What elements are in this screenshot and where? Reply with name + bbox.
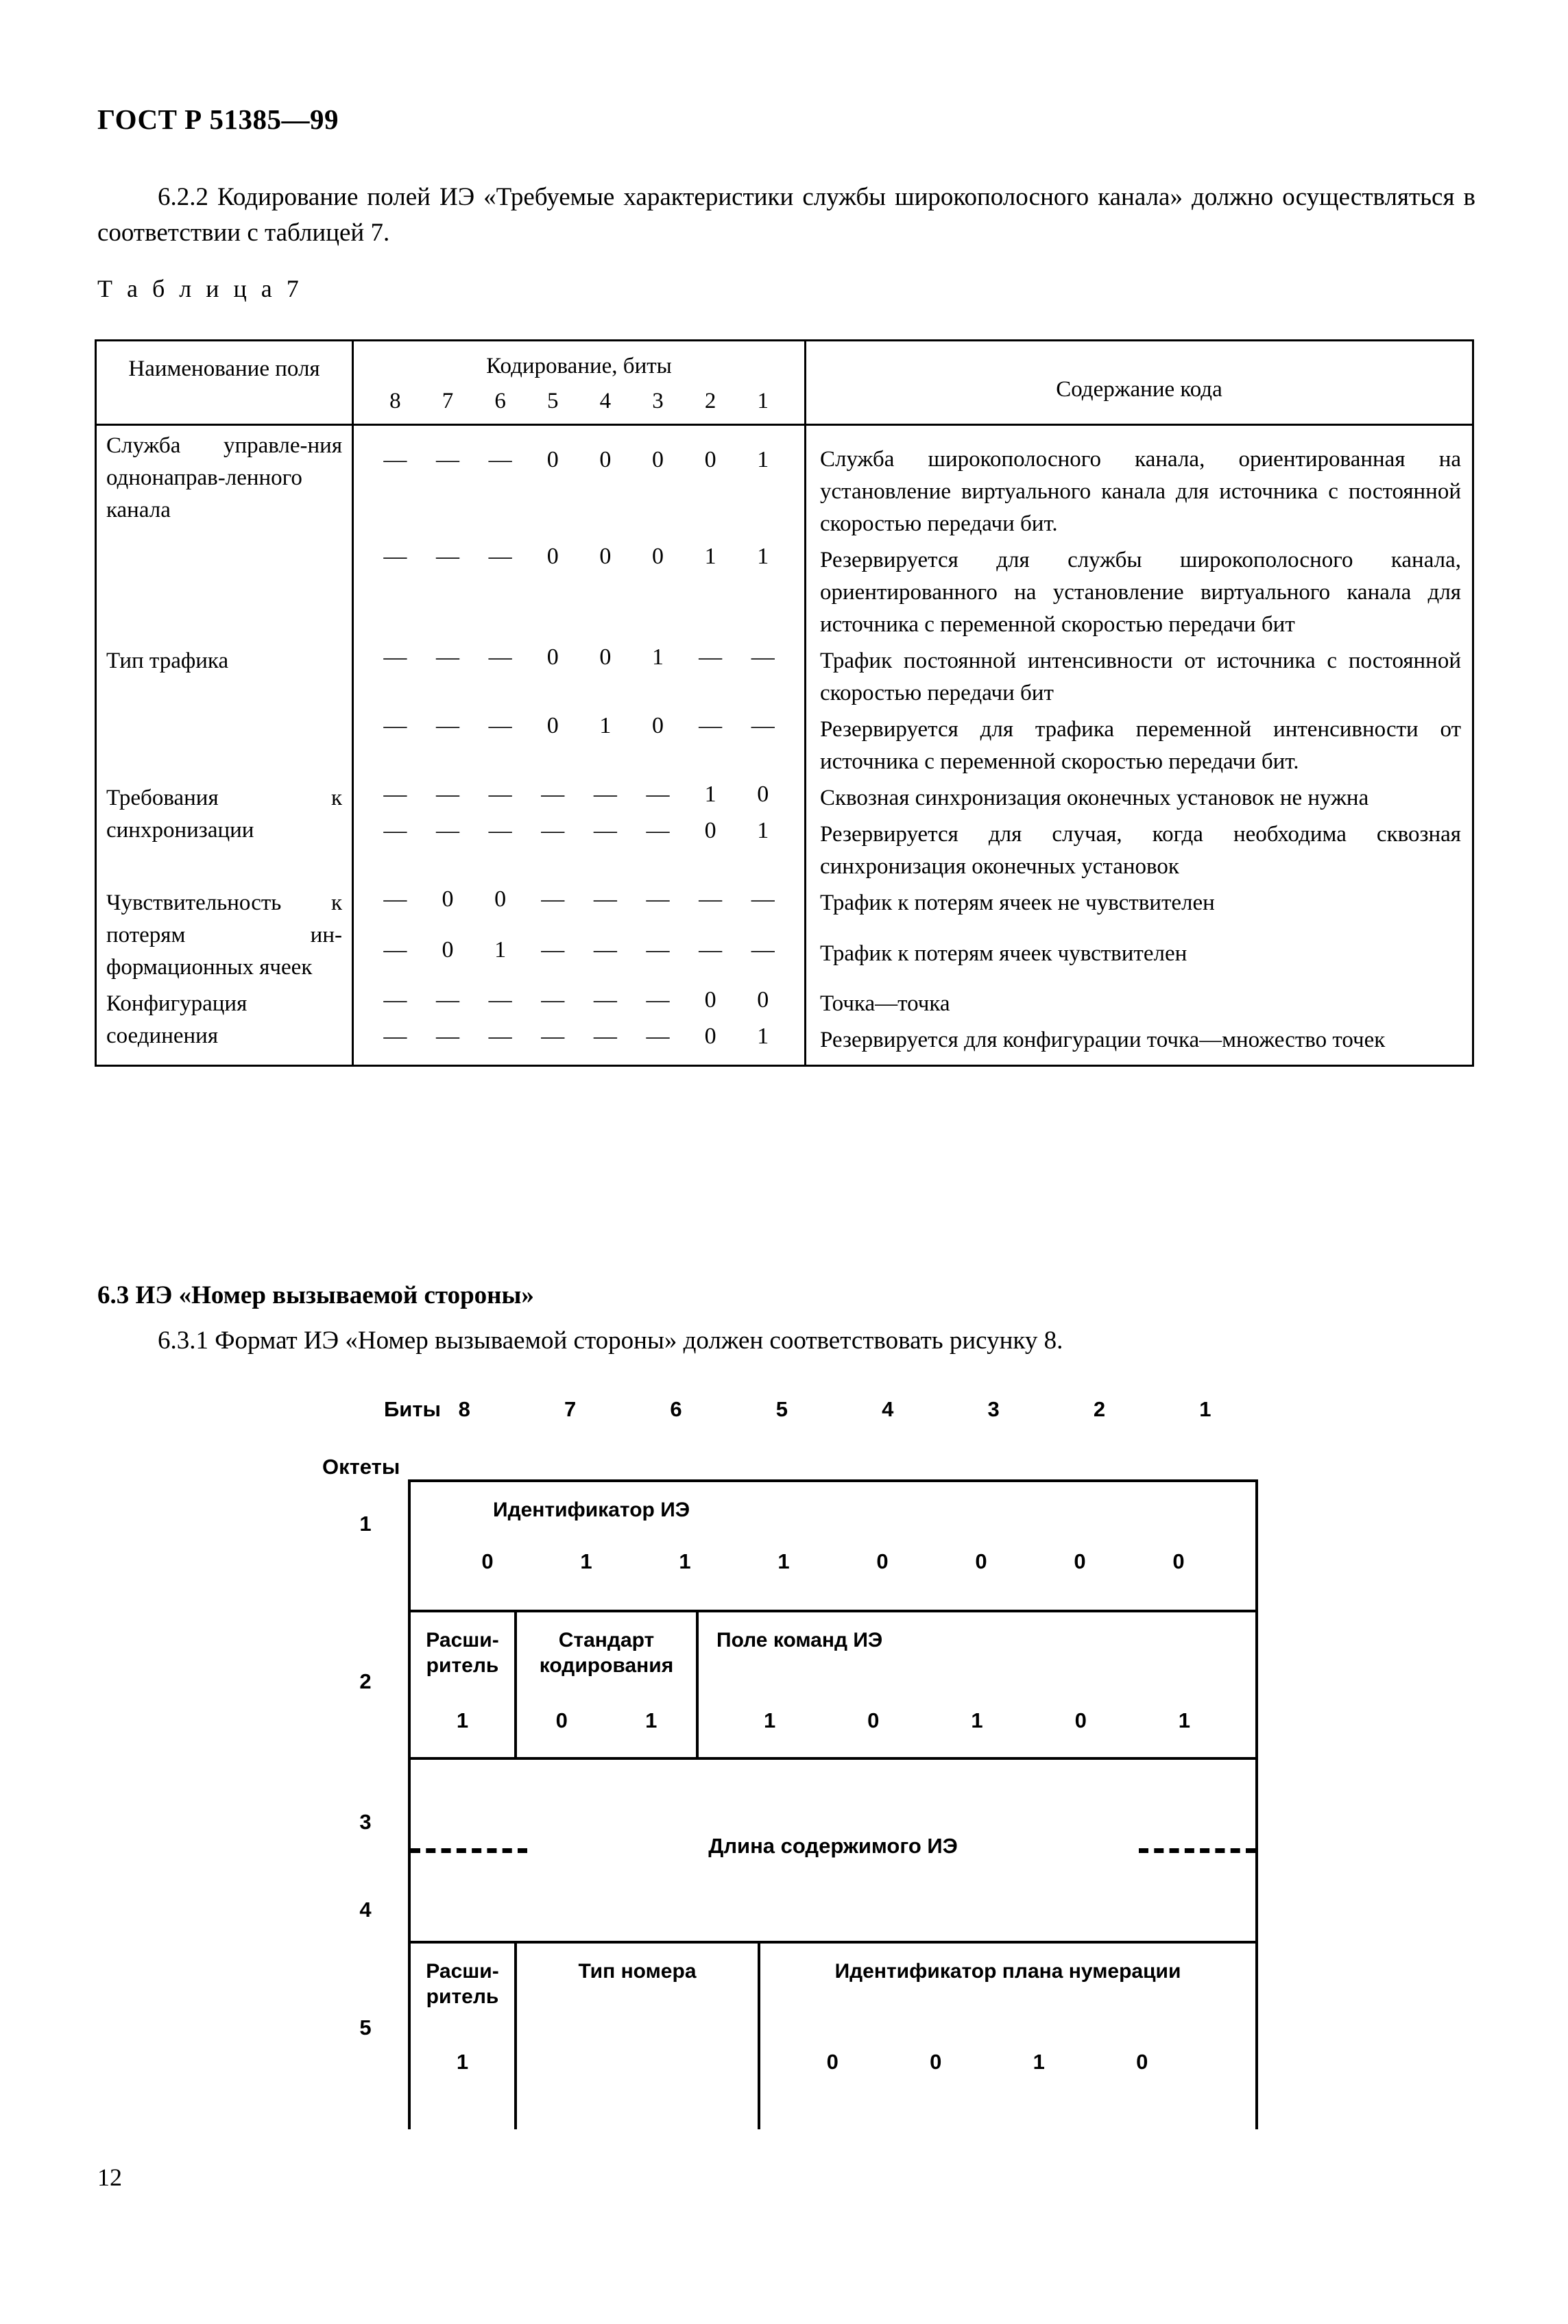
bit-number-8: 8 — [389, 389, 401, 413]
section-heading-6-3 — [97, 1281, 534, 1310]
table-row — [96, 778, 1473, 814]
figure-bit-2: 2 — [1093, 1397, 1106, 1421]
octet-number-5: 5 — [359, 2016, 372, 2039]
figure-octets-label: Октеты — [322, 1455, 400, 1479]
octet5-field-number-type: Тип номера — [517, 1944, 760, 2129]
field-name-cell: Требования к синхронизации — [96, 778, 353, 883]
bits-cell: — — — 0 1 0 — — — [353, 710, 806, 778]
code-description: Резервируется для конфигурации точка—множество точек — [820, 1028, 1386, 1052]
code-description: Точка—точка — [820, 991, 950, 1016]
bits-cell: — 0 1 — — — — — — [353, 934, 806, 984]
description-cell — [806, 1020, 1473, 1066]
figure-bit-8: 8 — [458, 1397, 470, 1421]
octet2-field-ie-command-field: Поле команд ИЭ 1 0 1 0 1 — [716, 1629, 1191, 1732]
figure-bit-4: 4 — [882, 1397, 894, 1421]
bits-cell: — — — 0 0 1 — — — [353, 641, 806, 710]
octet-number-1: 1 — [359, 1512, 372, 1536]
description-cell — [806, 778, 1473, 814]
bits-cell: — — — 0 0 0 1 1 — [353, 540, 806, 641]
code-description: Резервируется для случая, когда необходима сквозная синхронизация оконечных установок — [820, 822, 1461, 879]
table-row — [96, 984, 1473, 1020]
octet1-field-ie-identifier: Идентификатор ИЭ 0 1 1 1 0 0 0 0 — [481, 1499, 1185, 1573]
page-number: 12 — [97, 2164, 122, 2191]
table-7-caption: Т а б л и ц а 7 — [97, 275, 303, 302]
code-description: Трафик к потерям ячеек чувствителен — [820, 941, 1187, 966]
bits-cell: — — — — — — 0 0 — [353, 984, 806, 1020]
description-cell — [806, 425, 1473, 541]
table-7-coding-of-broadband-channel-fields — [95, 339, 1474, 1067]
bit-number-7: 7 — [442, 389, 454, 413]
header-cell-code-content: Содержание кода — [1056, 377, 1222, 402]
figure-bit-7: 7 — [564, 1397, 577, 1421]
bit-number-5: 5 — [546, 389, 559, 413]
field-name-cell: Конфигурация соединения — [96, 984, 353, 1066]
figure-bit-number-row — [411, 1397, 1258, 1422]
document-header-standard-number: ГОСТ Р 51385—99 — [97, 104, 339, 135]
bit-number-3: 3 — [652, 389, 664, 413]
bits-cell: — — — — — — 0 1 — [353, 814, 806, 883]
header-cell-field-name: Наименование поля — [96, 341, 353, 425]
section-title: ИЭ «Номер вызываемой стороны» — [135, 1281, 534, 1309]
octet-number-3: 3 — [359, 1810, 372, 1834]
octet2-field-coding-standard: Стандарт кодирования 0 1 — [517, 1612, 699, 1757]
octet3-4-field-ie-content-length: Длина содержимого ИЭ — [708, 1834, 958, 1858]
table-row — [96, 425, 1473, 541]
field-name-cell: Тип трафика — [96, 641, 353, 778]
figure-bit-1: 1 — [1199, 1397, 1211, 1421]
description-cell — [806, 641, 1473, 710]
bit-number-2: 2 — [704, 389, 716, 413]
paragraph-6-3-1: 6.3.1 Формат ИЭ «Номер вызываемой стороны» должен соответствовать рисунку 8. — [158, 1327, 1063, 1355]
octet-row-1 — [408, 1479, 1258, 1610]
figure-8-called-party-number-format — [0, 1378, 1568, 2159]
octet-row-2 — [408, 1610, 1258, 1757]
code-description: Трафик к потерям ячеек не чувствителен — [820, 891, 1215, 915]
field-name-cell: Служба управле-ния однонаправ-ленного канала — [96, 425, 353, 642]
figure-bit-6: 6 — [670, 1397, 682, 1421]
header-cell-coding: Кодирование, биты 8 7 6 5 4 3 2 1 — [353, 341, 806, 425]
description-cell — [806, 883, 1473, 934]
octet-number-2: 2 — [359, 1669, 372, 1693]
octet-number-4: 4 — [359, 1898, 372, 1922]
figure-bit-5: 5 — [775, 1397, 788, 1421]
code-description: Резервируется для службы широкополосного канала, ориентированного на установление виртуального канала для источника с переменной скоростью передачи бит — [820, 548, 1461, 637]
bit-number-1: 1 — [757, 389, 769, 413]
code-description: Сквозная синхронизация оконечных установок не нужна — [820, 786, 1369, 810]
table-row — [96, 883, 1473, 934]
figure-bits-label: Биты — [384, 1397, 441, 1421]
figure-bit-3: 3 — [987, 1397, 1000, 1421]
code-description: Резервируется для трафика переменной интенсивности от источника с переменной скоростью передачи бит. — [820, 717, 1461, 774]
bit-number-header — [354, 389, 804, 424]
bits-cell: — — — 0 0 0 0 1 — [353, 425, 806, 541]
table-header-row — [96, 341, 1473, 425]
code-description: Трафик постоянной интенсивности от источника с постоянной скоростью передачи бит — [820, 649, 1461, 705]
octet-row-3-4 — [408, 1757, 1258, 1941]
octet-row-5 — [408, 1941, 1258, 2129]
paragraph-6-2-2: 6.2.2 Кодирование полей ИЭ «Требуемые характеристики службы широкополосного канала» должно осуществляться в соответствии с таблицей 7. — [97, 183, 1475, 247]
description-cell — [806, 934, 1473, 984]
bit-number-4: 4 — [599, 389, 612, 413]
bits-cell: — — — — — — 1 0 — [353, 778, 806, 814]
description-cell — [806, 984, 1473, 1020]
field-name-cell: Чувствительность к потерям ин-формационных ячеек — [96, 883, 353, 984]
description-cell — [806, 710, 1473, 778]
description-cell — [806, 814, 1473, 883]
bit-number-6: 6 — [494, 389, 506, 413]
code-description: Служба широкополосного канала, ориентированная на установление виртуального канала для источника с постоянной скоростью передачи бит. — [820, 447, 1461, 536]
bits-cell: — — — — — — 0 1 — [353, 1020, 806, 1066]
bits-cell: — 0 0 — — — — — — [353, 883, 806, 934]
table-row — [96, 641, 1473, 710]
octet5-field-numbering-plan-identifier: Идентификатор плана нумерации 0 0 1 0 — [826, 1960, 1181, 2074]
description-cell — [806, 540, 1473, 641]
section-number: 6.3 — [97, 1281, 130, 1309]
octet5-field-extension: Расши-ритель 1 — [411, 1944, 517, 2129]
octet2-field-extension: Расши-ритель 1 — [411, 1612, 517, 1757]
